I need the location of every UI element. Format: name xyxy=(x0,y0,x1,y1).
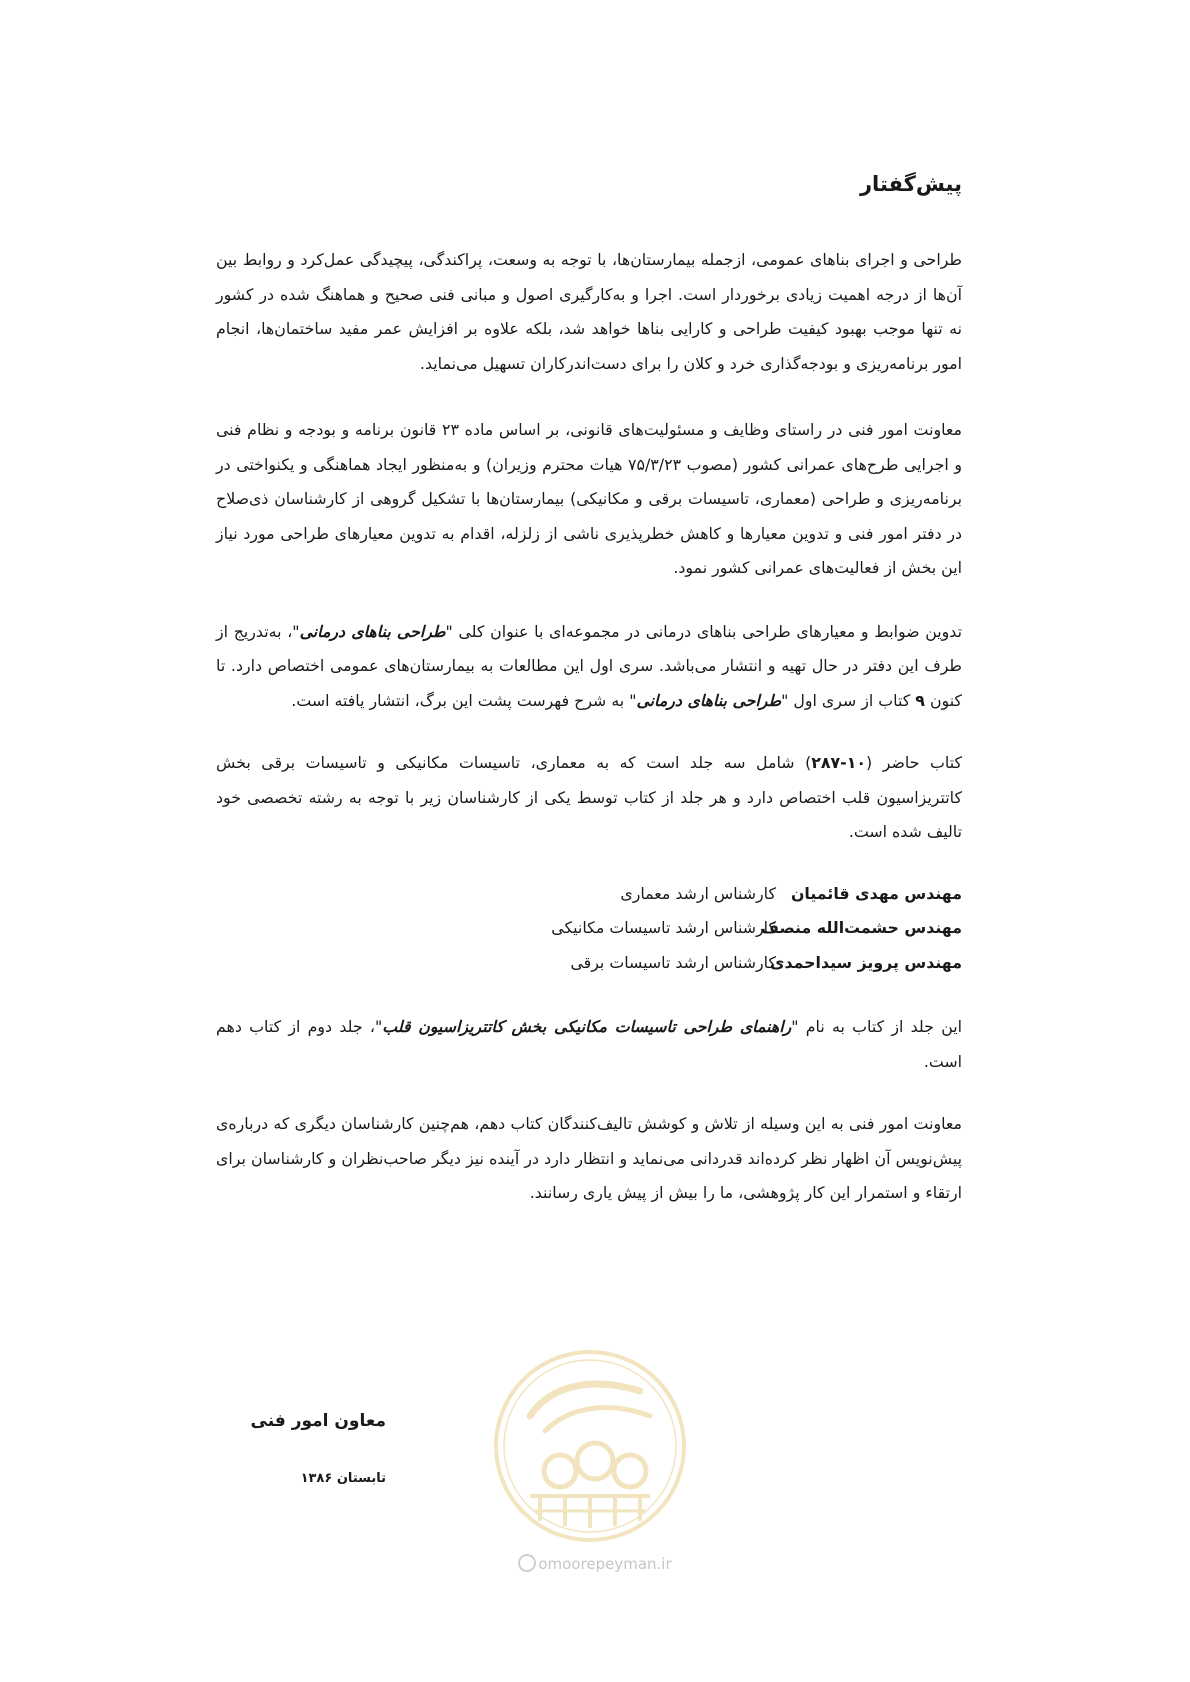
authors-list xyxy=(216,877,962,981)
paragraph-mandate: معاونت امور فنی در راستای وظایف و مسئولیت‌های قانونی، بر اساس ماده ۲۳ قانون برنامه و بودجه و نظام فنی و اجرایی طرح‌های عمرانی کشور (مصوب ۷۵/۳/۲۳ هیات محترم وزیران) و به‌منظور ایجاد هماهنگی و یکنواختی در برنامه‌ریزی و طراحی (معماری، تاسیسات برقی و مکانیکی) بیمارستان‌ها با تشکیل گروهی از کارشناسان ذی‌صلاح در دفتر امور فنی و تدوین معیارها و کاهش خطرپذیری ناشی از زلزله، اقدام به تدوین معیارهای طراحی مورد نیاز این بخش از فعالیت‌های عمرانی کشور نمود. xyxy=(216,420,962,578)
preface-page xyxy=(216,170,962,1239)
paragraph-volume xyxy=(216,1010,962,1079)
book-count: ۹ xyxy=(915,690,925,710)
volume-text-a: این جلد از کتاب به نام " xyxy=(791,1017,962,1037)
volume-text-b: "، جلد دوم از کتاب دهم است. xyxy=(216,1017,962,1071)
author-row xyxy=(216,946,962,981)
author-role: کارشناس ارشد تاسیسات مکانیکی xyxy=(551,918,776,938)
watermark-url xyxy=(0,1554,1190,1573)
book-text-b: ) شامل سه جلد است که به معماری، تاسیسات مکانیکی و تاسیسات برقی بخش کاتتریزاسیون قلب اختصاص دارد و هر جلد از کتاب توسط یکی از کارشناسان زیر با توجه به رشته تخصصی خود تالیف شده است. xyxy=(216,753,962,842)
author-row xyxy=(216,911,962,946)
series-text-b: "، به‌تدریج از طرف این دفتر در حال تهیه و انتشار می‌باشد. سری اول این مطالعات به بیمارستان‌های عمومی اختصاص دارد. تا کنون xyxy=(216,621,962,710)
series-text-d: " به شرح فهرست پشت این برگ، انتشار یافته است. xyxy=(291,690,637,710)
author-role: کارشناس ارشد تاسیسات برقی xyxy=(570,952,776,972)
paragraph-current-book xyxy=(216,746,962,850)
series-title-term-2: طراحی بناهای درمانی xyxy=(636,690,782,710)
paragraph-series xyxy=(216,615,962,719)
author-name: مهندس حشمت‌الله منصف xyxy=(760,918,962,938)
page-title: پیش‌گفتار xyxy=(859,172,962,196)
book-code: ۱۰-۲۸۷ xyxy=(811,753,867,773)
paragraph-thanks: معاونت امور فنی به این وسیله از تلاش و کوشش تالیف‌کنندگان کتاب دهم، هم‌چنین کارشناسان دیگری که درباره‌ی پیش‌نویس آن اظهار نظر کرده‌اند قدردانی می‌نماید و انتظار دارد در آینده نیز دیگر صاحب‌نظران و کارشناسان برای ارتقاء و استمرار این کار پژوهشی، ما را بیش از پیش یاری رسانند. xyxy=(216,1114,962,1203)
volume-title-term: راهنمای طراحی تاسیسات مکانیکی بخش کاتتریزاسیون قلب xyxy=(382,1017,792,1037)
book-text-a: کتاب حاضر ( xyxy=(866,753,962,773)
author-role: کارشناس ارشد معماری xyxy=(620,883,776,903)
series-text-a: تدوین ضوابط و معیارهای طراحی بناهای درمانی در مجموعه‌ای با عنوان کلی " xyxy=(445,621,962,641)
signature-block xyxy=(216,1410,386,1488)
signature-date: تابستان ۱۳۸۶ xyxy=(300,1470,386,1486)
author-row xyxy=(216,877,962,912)
signature-title: معاون امور فنی xyxy=(250,1411,386,1431)
at-icon xyxy=(518,1554,536,1572)
watermark-logo xyxy=(490,1346,690,1546)
series-text-c: کتاب از سری اول " xyxy=(781,690,916,710)
author-name: مهندس مهدی قائمیان xyxy=(790,883,962,903)
watermark-url-text: omoorepeyman.ir xyxy=(538,1555,672,1573)
series-title-term: طراحی بناهای درمانی xyxy=(299,621,446,641)
paragraph-intro: طراحی و اجرای بناهای عمومی، ازجمله بیمارستان‌ها، با توجه به وسعت، پراکندگی، پیچیدگی عمل‌کرد و روابط بین آن‌ها از درجه اهمیت زیادی برخوردار است. اجرا و به‌کارگیری اصول و مبانی فنی صحیح و هماهنگ شده در کشور نه تنها موجب بهبود کیفیت طراحی و کارایی بناها خواهد شد، بلکه علاوه بر افزایش عمر مفید ساختمان‌ها، انجام امور برنامه‌ریزی و بودجه‌گذاری خرد و کلان را برای دست‌اندرکاران تسهیل می‌نماید. xyxy=(216,250,962,373)
author-name: مهندس پرویز سیداحمدی xyxy=(769,952,962,972)
